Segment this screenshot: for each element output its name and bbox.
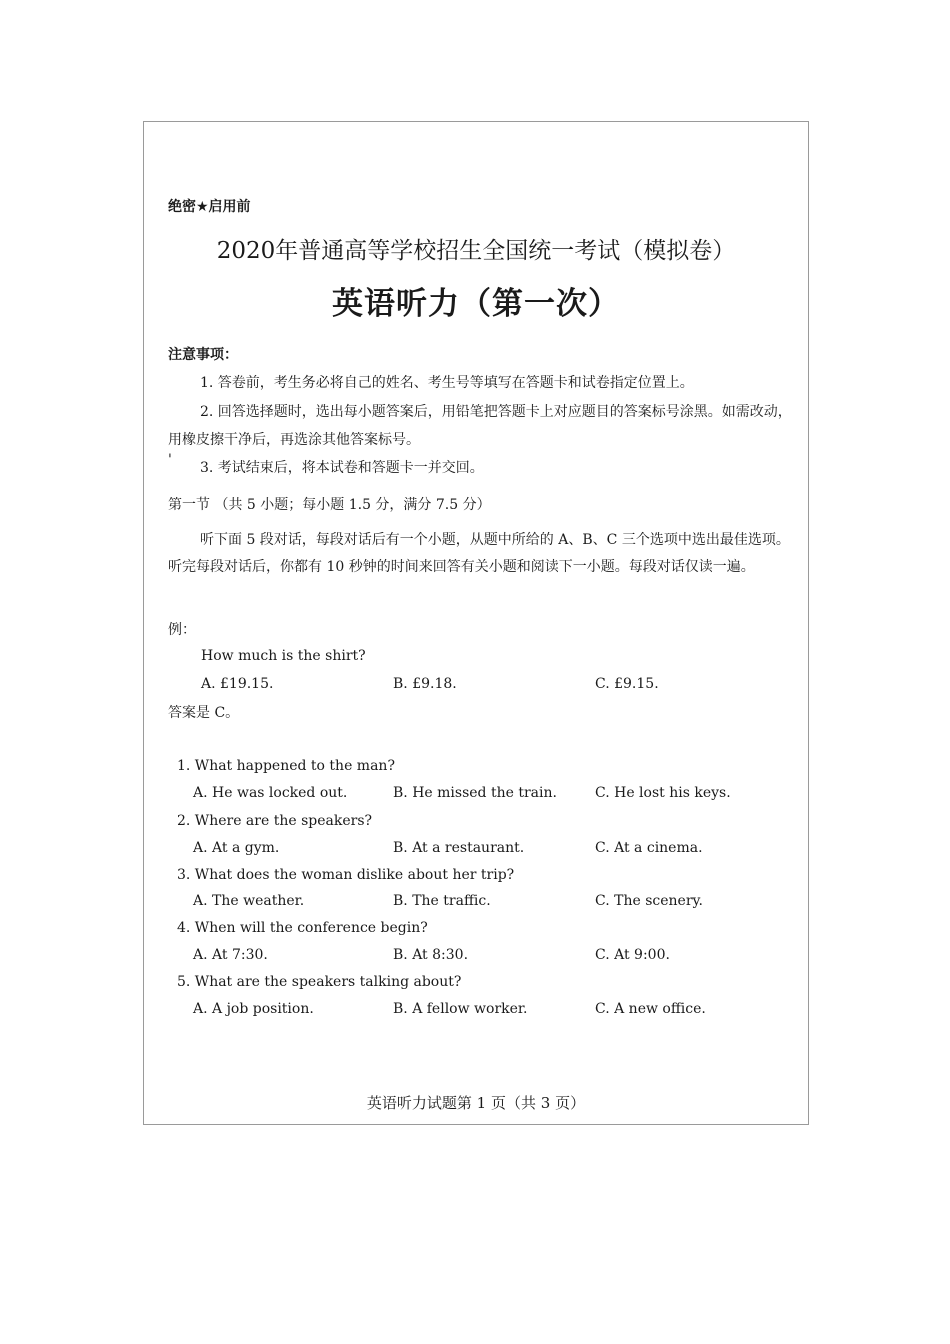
page-footer: 英语听力试题第 1 页（共 3 页）	[366, 1094, 586, 1112]
notes-heading: 注意事项：	[168, 347, 238, 363]
question-5-option-b: B. A fellow worker.	[393, 1001, 528, 1017]
question-5: 5. What are the speakers talking about?	[177, 974, 462, 990]
section-instructions: 听下面 5 段对话，每段对话后有一个小题，从题中所给的 A、B、C 三个选项中选出最佳选项。听完每段对话后，你都有 10 秒钟的时间来回答有关小题和阅读下一小题。每段对话仅读一遍。	[168, 532, 790, 575]
question-3-option-c: C. The scenery.	[595, 893, 704, 909]
section-heading: 第一节 （共 5 小题；每小题 1.5 分，满分 7.5 分）	[168, 497, 491, 513]
question-4-option-c: C. At 9:00.	[595, 947, 670, 963]
question-1-option-b: B. He missed the train.	[393, 785, 557, 801]
question-1-option-a: A. He was locked out.	[193, 785, 348, 801]
stray-mark: '	[168, 452, 172, 468]
example-label: 例：	[168, 622, 196, 638]
example-option-c: C. £9.15.	[595, 676, 659, 692]
question-4-option-b: B. At 8:30.	[393, 947, 469, 963]
note-item-1: 1. 答卷前，考生务必将自己的姓名、考生号等填写在答题卡和试卷指定位置上。	[200, 375, 694, 391]
secret-label: 绝密★启用前	[168, 199, 251, 215]
question-2-option-b: B. At a restaurant.	[393, 840, 525, 856]
question-3: 3. What does the woman dislike about her trip?	[177, 867, 515, 883]
example-question: How much is the shirt?	[201, 648, 366, 664]
example-option-a: A. £19.15.	[201, 676, 274, 692]
exam-page	[143, 121, 809, 1125]
question-2-option-a: A. At a gym.	[193, 840, 280, 856]
question-3-option-a: A. The weather.	[193, 893, 305, 909]
question-1: 1. What happened to the man?	[177, 758, 395, 774]
example-answer: 答案是 C。	[168, 705, 240, 721]
question-4-option-a: A. At 7:30.	[193, 947, 268, 963]
example-option-b: B. £9.18.	[393, 676, 457, 692]
question-1-option-c: C. He lost his keys.	[595, 785, 731, 801]
exam-subtitle: 英语听力（第一次）	[332, 286, 620, 322]
question-4: 4. When will the conference begin?	[177, 920, 428, 936]
question-2: 2. Where are the speakers?	[177, 813, 373, 829]
note-item-2: 2. 回答选择题时，选出每小题答案后，用铅笔把答题卡上对应题目的答案标号涂黑。如需改动，用橡皮擦干净后，再选涂其他答案标号。	[168, 404, 792, 448]
exam-title: 2020年普通高等学校招生全国统一考试（模拟卷）	[216, 238, 736, 264]
question-5-option-a: A. A job position.	[193, 1001, 314, 1017]
note-item-3: 3. 考试结束后，将本试卷和答题卡一并交回。	[200, 460, 484, 476]
question-3-option-b: B. The traffic.	[393, 893, 491, 909]
question-2-option-c: C. At a cinema.	[595, 840, 703, 856]
question-5-option-c: C. A new office.	[595, 1001, 706, 1017]
